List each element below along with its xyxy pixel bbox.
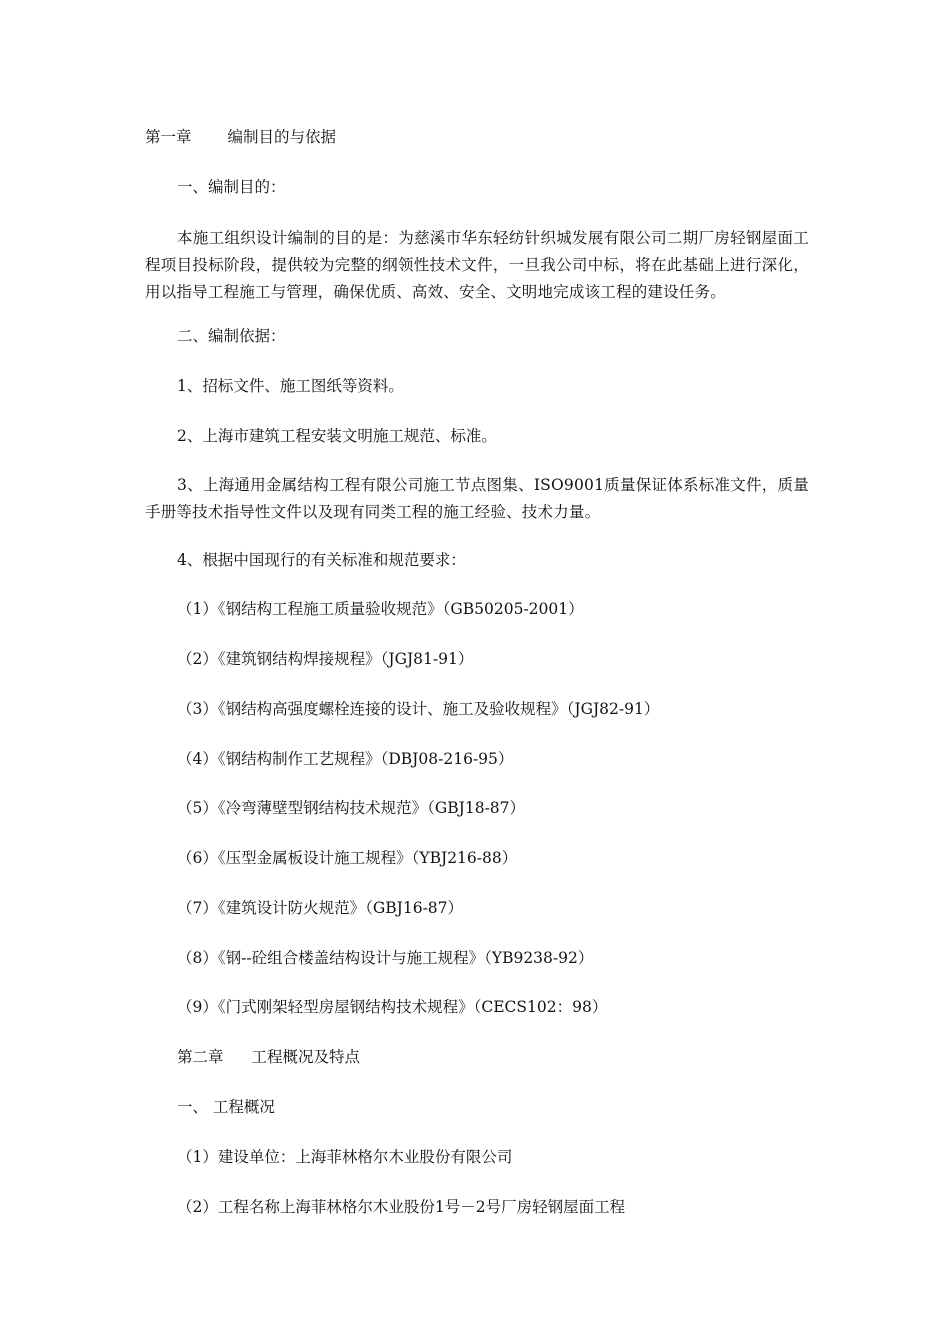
chapter-2-label: 第二章 xyxy=(177,1048,224,1066)
section-purpose-paragraph: 本施工组织设计编制的目的是：为慈溪市华东轻纺针织城发展有限公司二期厂房轻钢屋面工程项目投标阶段，提供较为完整的纲领性技术文件，一旦我公司中标，将在此基础上进行深化，用以指导工程施工与管理，确保优质、高效、安全、文明地完成该工程的建设任务。 xyxy=(145,229,809,301)
chapter-1-title: 编制目的与依据 xyxy=(227,128,337,146)
standard-item-2: （2）《建筑钢结构焊接规程》（JGJ81-91） xyxy=(177,650,474,668)
standard-item-6: （6）《压型金属板设计施工规程》（YBJ216-88） xyxy=(177,849,518,867)
chapter-2-heading xyxy=(177,1046,360,1068)
standard-item-8: （8）《钢--砼组合楼盖结构设计与施工规程》（YB9238-92） xyxy=(177,949,594,967)
basis-item-3: 3、上海通用金属结构工程有限公司施工节点图集、ISO9001质量保证体系标准文件，质量手册等技术指导性文件以及现有同类工程的施工经验、技术力量。 xyxy=(145,476,809,521)
chapter-1-heading xyxy=(145,126,336,148)
standard-item-3: （3）《钢结构高强度螺栓连接的设计、施工及验收规程》（JGJ82-91） xyxy=(177,700,660,718)
overview-item-2: （2）工程名称上海菲林格尔木业股份1号－2号厂房轻钢屋面工程 xyxy=(177,1198,626,1216)
overview-heading: 一、 工程概况 xyxy=(177,1098,275,1116)
standard-item-1: （1）《钢结构工程施工质量验收规范》（GB50205-2001） xyxy=(177,600,584,618)
section-basis-heading: 二、编制依据： xyxy=(177,327,286,345)
chapter-2-title: 工程概况及特点 xyxy=(251,1048,361,1066)
standard-item-4: （4）《钢结构制作工艺规程》（DBJ08-216-95） xyxy=(177,750,514,768)
standard-item-5: （5）《冷弯薄壁型钢结构技术规范》（GBJ18-87） xyxy=(177,799,526,817)
basis-item-1: 1、招标文件、施工图纸等资料。 xyxy=(177,377,404,395)
section-purpose-heading: 一、编制目的： xyxy=(177,178,286,196)
standard-item-7: （7）《建筑设计防火规范》（GBJ16-87） xyxy=(177,899,464,917)
overview-item-1: （1）建设单位：上海菲林格尔木业股份有限公司 xyxy=(177,1148,513,1166)
standard-item-9: （9）《门式刚架轻型房屋钢结构技术规程》（CECS102：98） xyxy=(177,998,608,1016)
basis-item-4: 4、根据中国现行的有关标准和规范要求： xyxy=(177,551,466,569)
basis-item-2: 2、上海市建筑工程安装文明施工规范、标准。 xyxy=(177,427,497,445)
chapter-1-label: 第一章 xyxy=(145,128,192,146)
